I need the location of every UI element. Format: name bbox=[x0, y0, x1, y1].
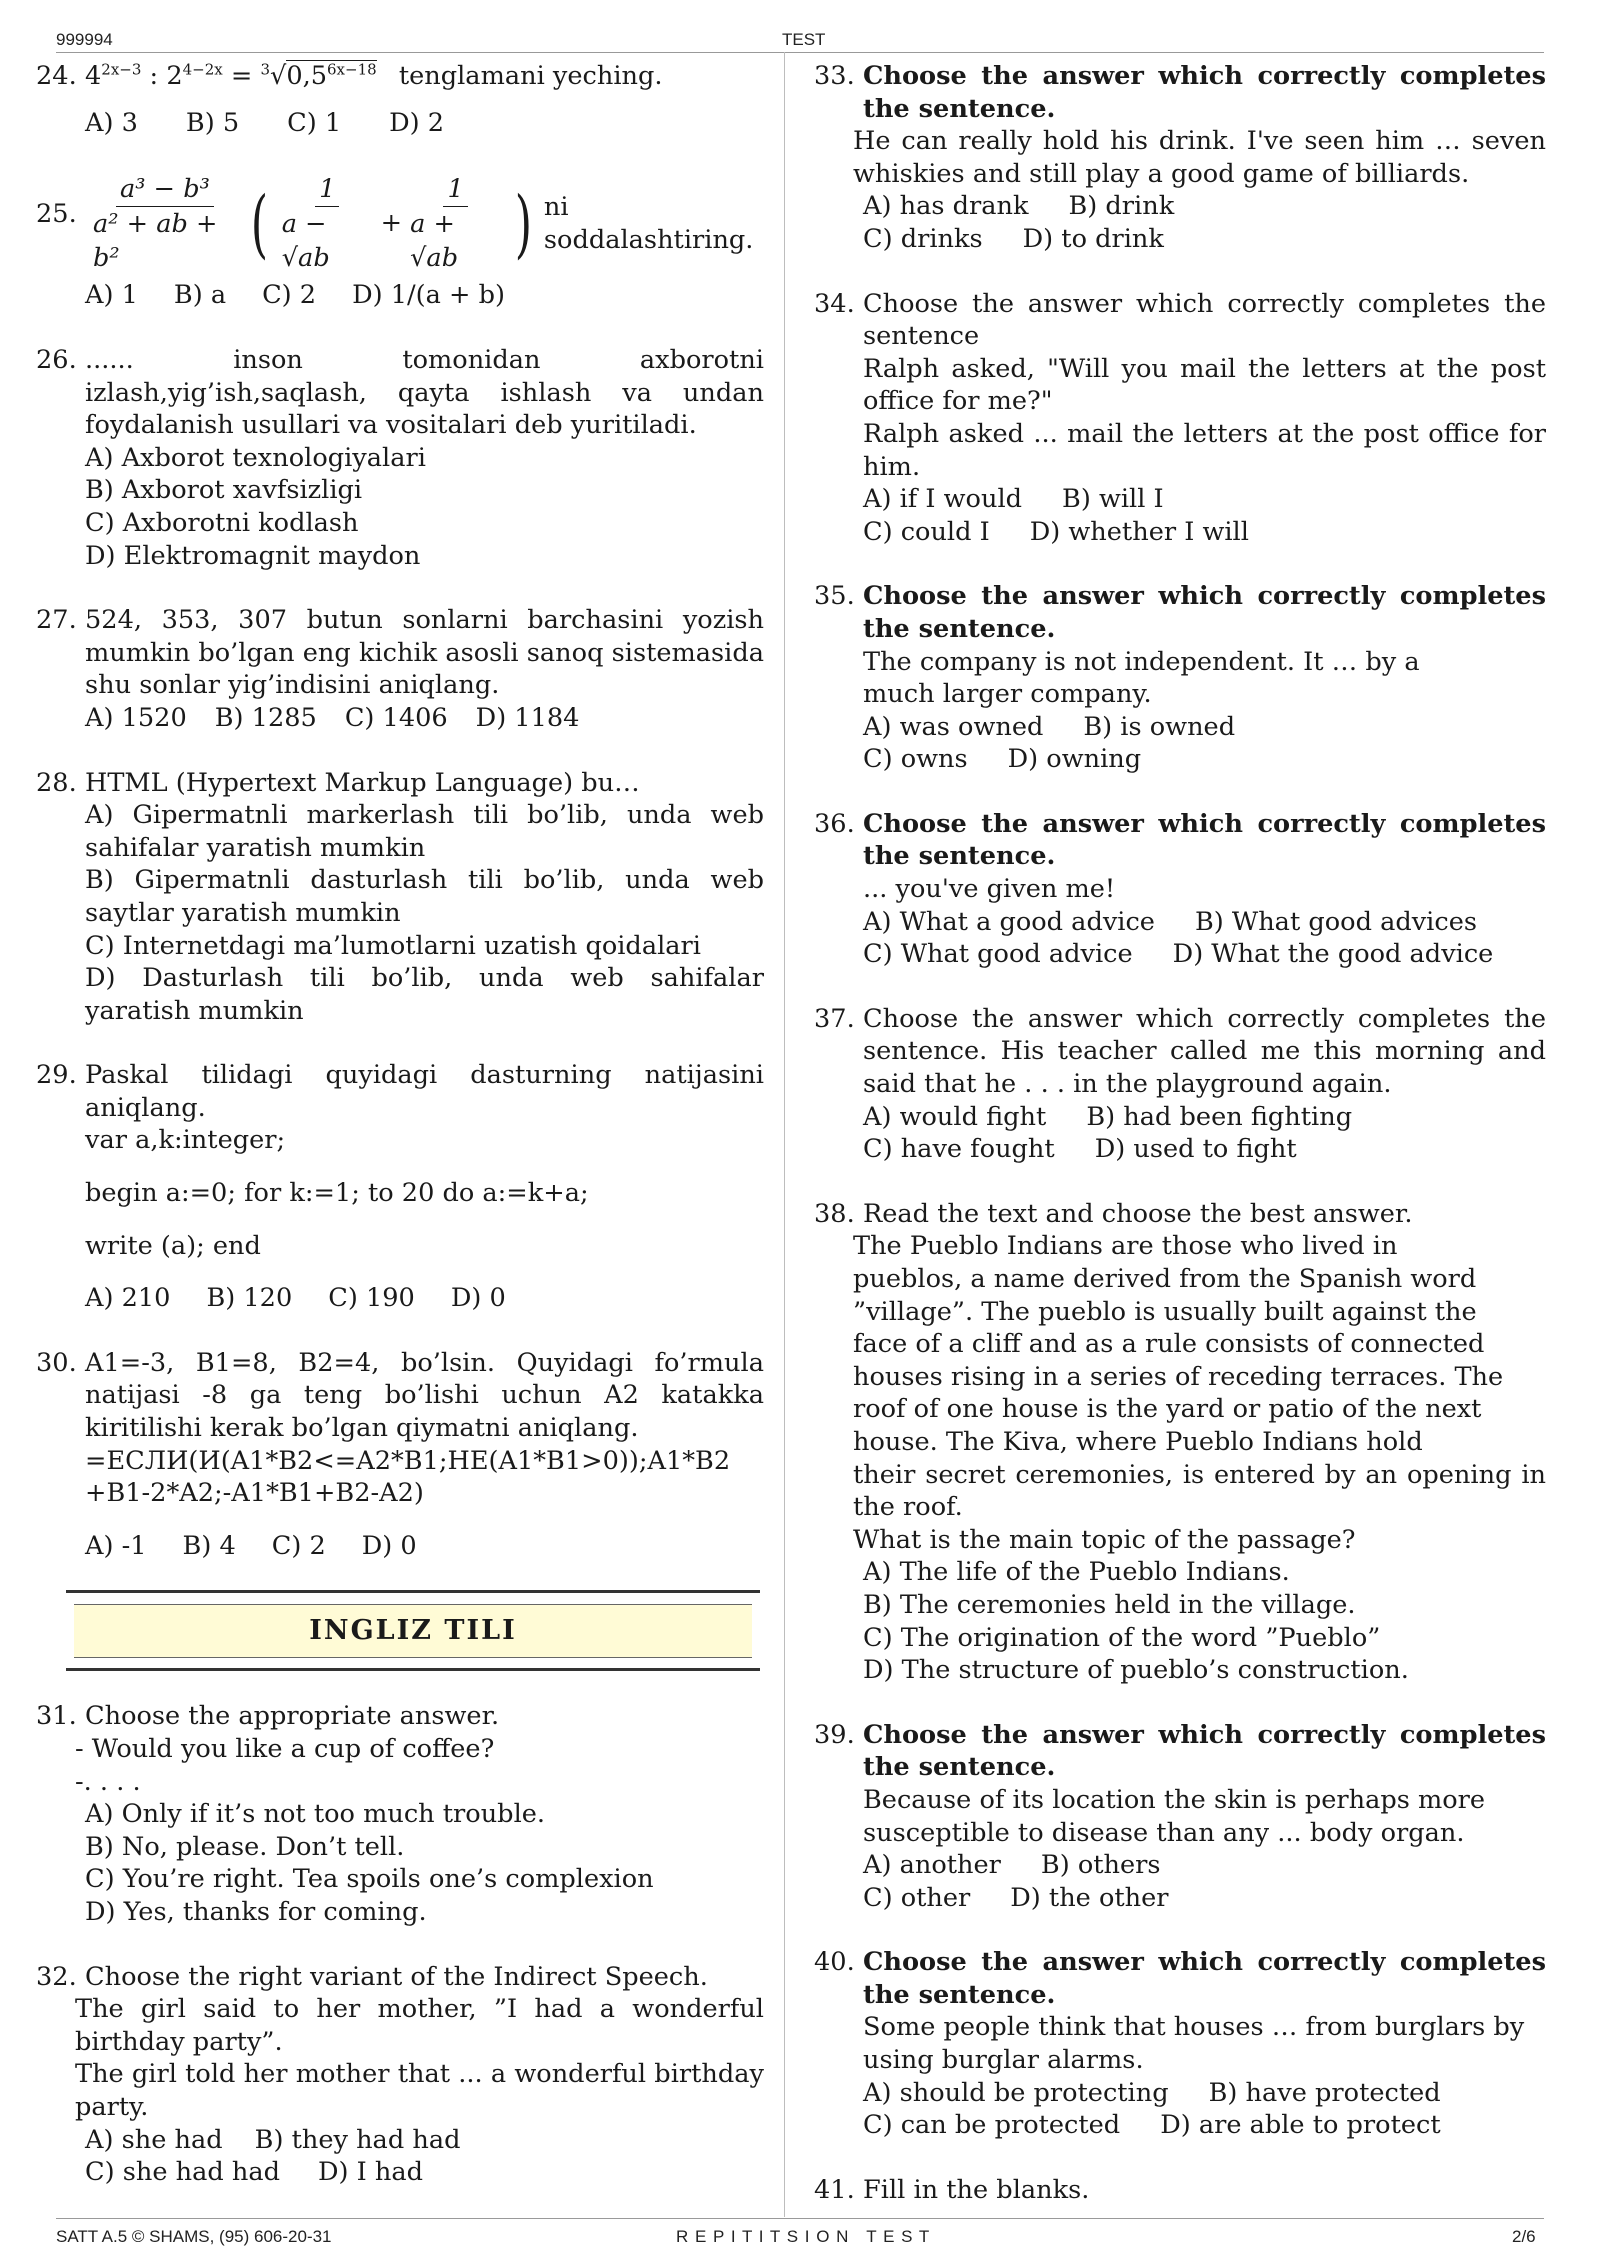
root-index: 3 bbox=[260, 60, 270, 79]
left-column bbox=[36, 60, 764, 2189]
question-stem: Choose the answer which correctly completes the sentence. bbox=[863, 1947, 1546, 2010]
question-stem: Choose the appropriate answer. bbox=[85, 1701, 500, 1732]
question-stem: Choose the answer which correctly completes the sentence. bbox=[863, 61, 1546, 124]
section-rule-bottom bbox=[66, 1668, 760, 1671]
question-stem: Choose the answer which correctly completes the sentence. His teacher called me this morning and said that he . . . in the playground again. bbox=[863, 1003, 1546, 1100]
code-line: write (a); end bbox=[85, 1230, 261, 1261]
question-37 bbox=[814, 1003, 1546, 1166]
option-d: D) Dasturlash tili bo’lib, unda web sahifalar yaratish mumkin bbox=[85, 963, 764, 1026]
expression: $\frac{\text{a³ − b³}}{\text{a² + ab + b²}}$ ( $\frac{1}{a - √ab}$ + $\frac{1}{a + √ab}$ ) ni soddalashtiring. bbox=[93, 174, 754, 273]
question-body: Some people think that houses … from burglars by using burglar alarms. bbox=[863, 2012, 1525, 2076]
question-35 bbox=[814, 580, 1546, 776]
direct-speech: The girl said to her mother, ”I had a wonderful birthday party”. bbox=[75, 1994, 764, 2057]
question-number: 35. bbox=[814, 581, 855, 612]
question-number: 36. bbox=[814, 808, 855, 839]
footer-title: R E P I T I T S I O N T E S T bbox=[676, 2227, 931, 2246]
dialogue-line: -. . . . bbox=[75, 1766, 141, 1797]
question-number: 30. bbox=[36, 1347, 77, 1378]
question-number: 31. bbox=[36, 1701, 77, 1732]
options-row-1: A) should be protecting B) have protected bbox=[863, 2077, 1441, 2108]
question-stem: HTML (Hypertext Markup Language) bu… bbox=[85, 767, 640, 798]
option-b: B) Axborot xavfsizligi bbox=[85, 475, 363, 506]
option-c: C) You’re right. Tea spoils one’s complexion bbox=[85, 1864, 654, 1895]
option-c: C) Axborotni kodlash bbox=[85, 507, 359, 538]
options-row-2: C) What good advice D) What the good advice bbox=[863, 939, 1494, 970]
document-code: 999994 bbox=[56, 30, 113, 49]
option-a: A) Axborot texnologiyalari bbox=[85, 442, 426, 473]
question-number: 39. bbox=[814, 1719, 855, 1750]
question-28 bbox=[36, 767, 764, 1028]
passage-question: What is the main topic of the passage? bbox=[853, 1524, 1356, 1555]
indirect-speech: The girl told her mother that ... a wonderful birthday party. bbox=[75, 2059, 764, 2122]
reading-passage: The Pueblo Indians are those who lived in pueblos, a name derived from the Spanish word ”village”. The pueblo is usually built against the face of a cliff and as a rule consists of connected houses rising in a series of receding terraces. The roof of one house is the yard or patio of the next house. The Kiva, where Pueblo Indians hold their secret ceremonies, is entered by an opening in the roof. What is the main topic of the passage? bbox=[853, 1231, 1546, 1555]
option-b: B) Gipermatnli dasturlash tili bo’lib, unda web saytlar yaratish mumkin bbox=[85, 865, 764, 928]
options-row-1: A) if I would B) will I bbox=[863, 484, 1164, 515]
question-body: The company is not independent. It … by a much larger company. bbox=[863, 646, 1420, 710]
question-stem: Read the text and choose the best answer. bbox=[863, 1198, 1413, 1229]
question-36 bbox=[814, 808, 1546, 971]
options: A) 1 B) a C) 2 D) 1/(a + b) bbox=[85, 280, 505, 310]
equation-line: $4^{2x-3}$ : $2^{4-2x} = ^3√0,5^{6x-18}$ tenglamani yeching. bbox=[85, 60, 663, 91]
option-c: C) Internetdagi ma’lumotlarni uzatish qoidalari bbox=[85, 930, 701, 961]
options-row-1: A) was owned B) is owned bbox=[863, 711, 1236, 742]
question-number: 37. bbox=[814, 1003, 855, 1034]
column-divider bbox=[784, 52, 785, 2217]
options-row-2: C) have fought D) used to fight bbox=[863, 1134, 1297, 1165]
formula-line: +B1-2*A2;-A1*B1+B2-A2) bbox=[85, 1478, 424, 1509]
options-row-2: C) could I D) whether I will bbox=[863, 516, 1249, 547]
options-row-1: A) she had B) they had had bbox=[85, 2124, 461, 2155]
question-41 bbox=[814, 2174, 1546, 2207]
question-body: ... you've given me! bbox=[863, 874, 1116, 905]
section-title: INGLIZ TILI bbox=[74, 1604, 752, 1658]
option-b: B) The ceremonies held in the village. bbox=[863, 1589, 1356, 1620]
options-row-2: C) she had had D) I had bbox=[85, 2157, 424, 2188]
question-number: 25. bbox=[36, 199, 77, 229]
option-c: C) The origination of the word ”Pueblo” bbox=[863, 1622, 1381, 1653]
question-32 bbox=[36, 1961, 764, 2189]
question-31 bbox=[36, 1700, 764, 1928]
question-30 bbox=[36, 1347, 764, 1563]
question-number: 33. bbox=[814, 61, 855, 91]
question-number: 40. bbox=[814, 1947, 855, 1978]
question-stem: Choose the answer which correctly completes the sentence. bbox=[863, 581, 1546, 644]
radical-sign: √ bbox=[270, 61, 287, 91]
options: A) 3 B) 5 C) 1 D) 2 bbox=[85, 107, 445, 138]
question-number: 38. bbox=[814, 1198, 855, 1229]
question-29 bbox=[36, 1059, 764, 1315]
question-number: 29. bbox=[36, 1060, 77, 1091]
question-stem: Choose the answer which correctly completes the sentence. bbox=[863, 1719, 1546, 1783]
question-stem: Choose the right variant of the Indirect Speech. bbox=[85, 1961, 708, 1992]
question-number: 41. bbox=[814, 2174, 855, 2205]
question-40 bbox=[814, 1946, 1546, 2142]
question-body: Because of its location the skin is perhaps more susceptible to disease than any ... body organ. bbox=[863, 1784, 1486, 1848]
question-38 bbox=[814, 1198, 1546, 1687]
right-column bbox=[814, 60, 1546, 2206]
options-row-1: A) would fight B) had been fighting bbox=[863, 1101, 1353, 1132]
question-number: 28. bbox=[36, 767, 77, 798]
options-row-1: A) has drank B) drink bbox=[863, 191, 1175, 222]
options-row-2: C) drinks D) to drink bbox=[863, 223, 1164, 254]
question-number: 27. bbox=[36, 605, 77, 636]
question-number: 26. bbox=[36, 345, 77, 375]
question-24 bbox=[36, 60, 764, 158]
footer-rule bbox=[56, 2218, 1544, 2219]
options-row-2: C) can be protected D) are able to protect bbox=[863, 2110, 1441, 2141]
footer-copyright: SATT A.5 © SHAMS, (95) 606-20-31 bbox=[56, 2227, 332, 2246]
question-33 bbox=[814, 60, 1546, 256]
option-a: A) The life of the Pueblo Indians. bbox=[863, 1557, 1290, 1588]
options: A) 210 B) 120 C) 190 D) 0 bbox=[85, 1283, 506, 1314]
question-body: Ralph asked ... mail the letters at the post office for him. bbox=[863, 418, 1546, 482]
options: A) -1 B) 4 C) 2 D) 0 bbox=[85, 1530, 417, 1561]
option-d: D) Yes, thanks for coming. bbox=[85, 1896, 427, 1927]
page-number: 2/6 bbox=[1512, 2227, 1536, 2246]
options-row-1: A) What a good advice B) What good advices bbox=[863, 906, 1477, 937]
question-stem: Paskal tilidagi quyidagi dasturning natijasini aniqlang. bbox=[85, 1060, 764, 1123]
header-label: TEST bbox=[782, 30, 826, 49]
question-number: 32. bbox=[36, 1961, 77, 1992]
options: A) 1520 B) 1285 C) 1406 D) 1184 bbox=[85, 702, 580, 733]
option-a: A) Gipermatnli markerlash tili bo’lib, unda web sahifalar yaratish mumkin bbox=[85, 800, 764, 863]
code-line: begin a:=0; for k:=1; to 20 do a:=k+a; bbox=[85, 1178, 589, 1209]
question-number: 34. bbox=[814, 288, 855, 319]
options-row-1: A) another B) others bbox=[863, 1850, 1161, 1881]
question-39 bbox=[814, 1719, 1546, 1915]
section-heading bbox=[66, 1590, 760, 1672]
question-stem: ...... inson tomonidan axborotni izlash,yig’ish,saqlash, qayta ishlash va undan foydalanish usullari va vositalari deb yuritiladi. bbox=[85, 345, 764, 441]
question-stem: Choose the answer which correctly completes the sentence bbox=[863, 288, 1546, 352]
header-rule bbox=[56, 52, 1544, 53]
question-stem: Fill in the blanks. bbox=[863, 2174, 1090, 2205]
question-body: He can really hold his drink. I've seen him … seven whiskies and still play a good game of billiards. bbox=[853, 126, 1546, 189]
options-row-2: C) other D) the other bbox=[863, 1882, 1169, 1913]
formula-line: =ЕСЛИ(И(A1*B2<=A2*B1;НЕ(A1*B1>0));A1*B2 bbox=[85, 1445, 731, 1476]
option-a: A) Only if it’s not too much trouble. bbox=[85, 1799, 546, 1830]
question-34 bbox=[814, 288, 1546, 549]
question-body: Ralph asked, "Will you mail the letters at the post office for me?" bbox=[863, 353, 1546, 417]
dialogue-line: - Would you like a cup of coffee? bbox=[75, 1734, 495, 1764]
question-25 bbox=[36, 172, 764, 322]
question-stem: 524, 353, 307 butun sonlarni barchasini yozish mumkin bo’lgan eng kichik asosli sanoq sistemasida shu sonlar yig’indisini aniqlang. bbox=[85, 605, 764, 701]
options-row-2: C) owns D) owning bbox=[863, 744, 1142, 775]
question-26 bbox=[36, 344, 764, 572]
option-d: D) Elektromagnit maydon bbox=[85, 540, 421, 571]
question-number: 24. bbox=[36, 61, 77, 91]
option-d: D) The structure of pueblo’s construction. bbox=[863, 1655, 1409, 1686]
question-stem: A1=-3, B1=8, B2=4, bo’lsin. Quyidagi fo’rmula natijasi -8 ga teng bo’lishi uchun A2 katakka kiritilishi kerak bo’lgan qiymatni aniqlang. bbox=[85, 1347, 764, 1444]
code-line: var a,k:integer; bbox=[85, 1125, 286, 1156]
section-rule-top bbox=[66, 1590, 760, 1593]
question-27 bbox=[36, 604, 764, 734]
option-b: B) No, please. Don’t tell. bbox=[85, 1831, 405, 1862]
question-stem: Choose the answer which correctly completes the sentence. bbox=[863, 808, 1546, 872]
